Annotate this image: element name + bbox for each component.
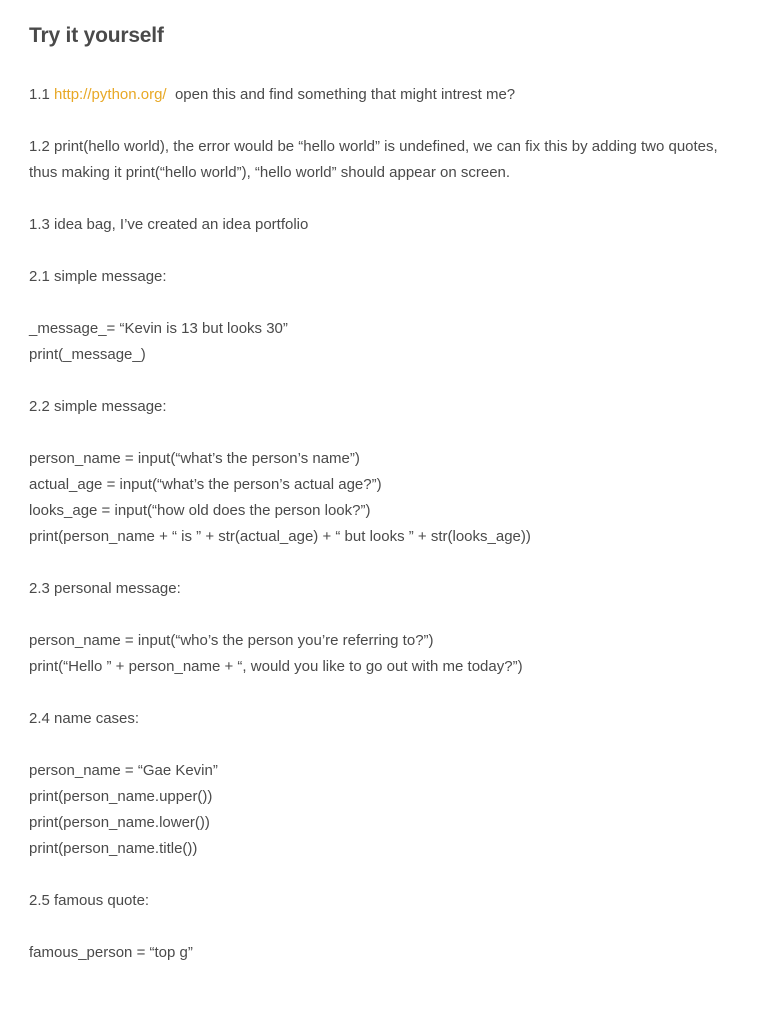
python-org-link[interactable]: http://python.org/ — [54, 86, 167, 103]
item-2-2-heading: 2.2 simple message: — [29, 398, 167, 415]
code-line: famous_person = “top g” — [29, 944, 193, 961]
item-1-2: 1.2 print(hello world), the error would be “hello world” is undefined, we can fix this by adding two quotes, thus making it print(“hello world”), “hello world” should appear on screen. — [29, 138, 722, 181]
item-1-3: 1.3 idea bag, I’ve created an idea portfolio — [29, 216, 309, 233]
item-2-3-heading: 2.3 personal message: — [29, 580, 181, 597]
code-line: print(_message_) — [29, 346, 146, 363]
item-1-1-suffix: open this and find something that might intrest me? — [166, 86, 516, 103]
code-line: print(person_name + “ is ” + str(actual_age) + “ but looks ” + str(looks_age)) — [29, 528, 531, 545]
code-line: person_name = “Gae Kevin” — [29, 762, 218, 779]
code-line: _message_= “Kevin is 13 but looks 30” — [29, 320, 288, 337]
page-title: Try it yourself — [29, 24, 164, 47]
code-line: person_name = input(“what’s the person’s name”) — [29, 450, 360, 467]
code-line: person_name = input(“who’s the person you’re referring to?”) — [29, 632, 434, 649]
item-1-1 — [29, 82, 728, 108]
item-2-5-heading: 2.5 famous quote: — [29, 892, 150, 909]
item-1-1-prefix: 1.1 — [29, 86, 55, 103]
item-2-1-heading: 2.1 simple message: — [29, 268, 167, 285]
code-line: looks_age = input(“how old does the person look?”) — [29, 502, 371, 519]
code-line: actual_age = input(“what’s the person’s actual age?”) — [29, 476, 382, 493]
code-line: print(person_name.upper()) — [29, 788, 213, 805]
code-line: print(“Hello ” + person_name + “, would you like to go out with me today?”) — [29, 658, 523, 675]
code-line: print(person_name.lower()) — [29, 814, 210, 831]
code-line: print(person_name.title()) — [29, 840, 198, 857]
item-2-4-heading: 2.4 name cases: — [29, 710, 140, 727]
